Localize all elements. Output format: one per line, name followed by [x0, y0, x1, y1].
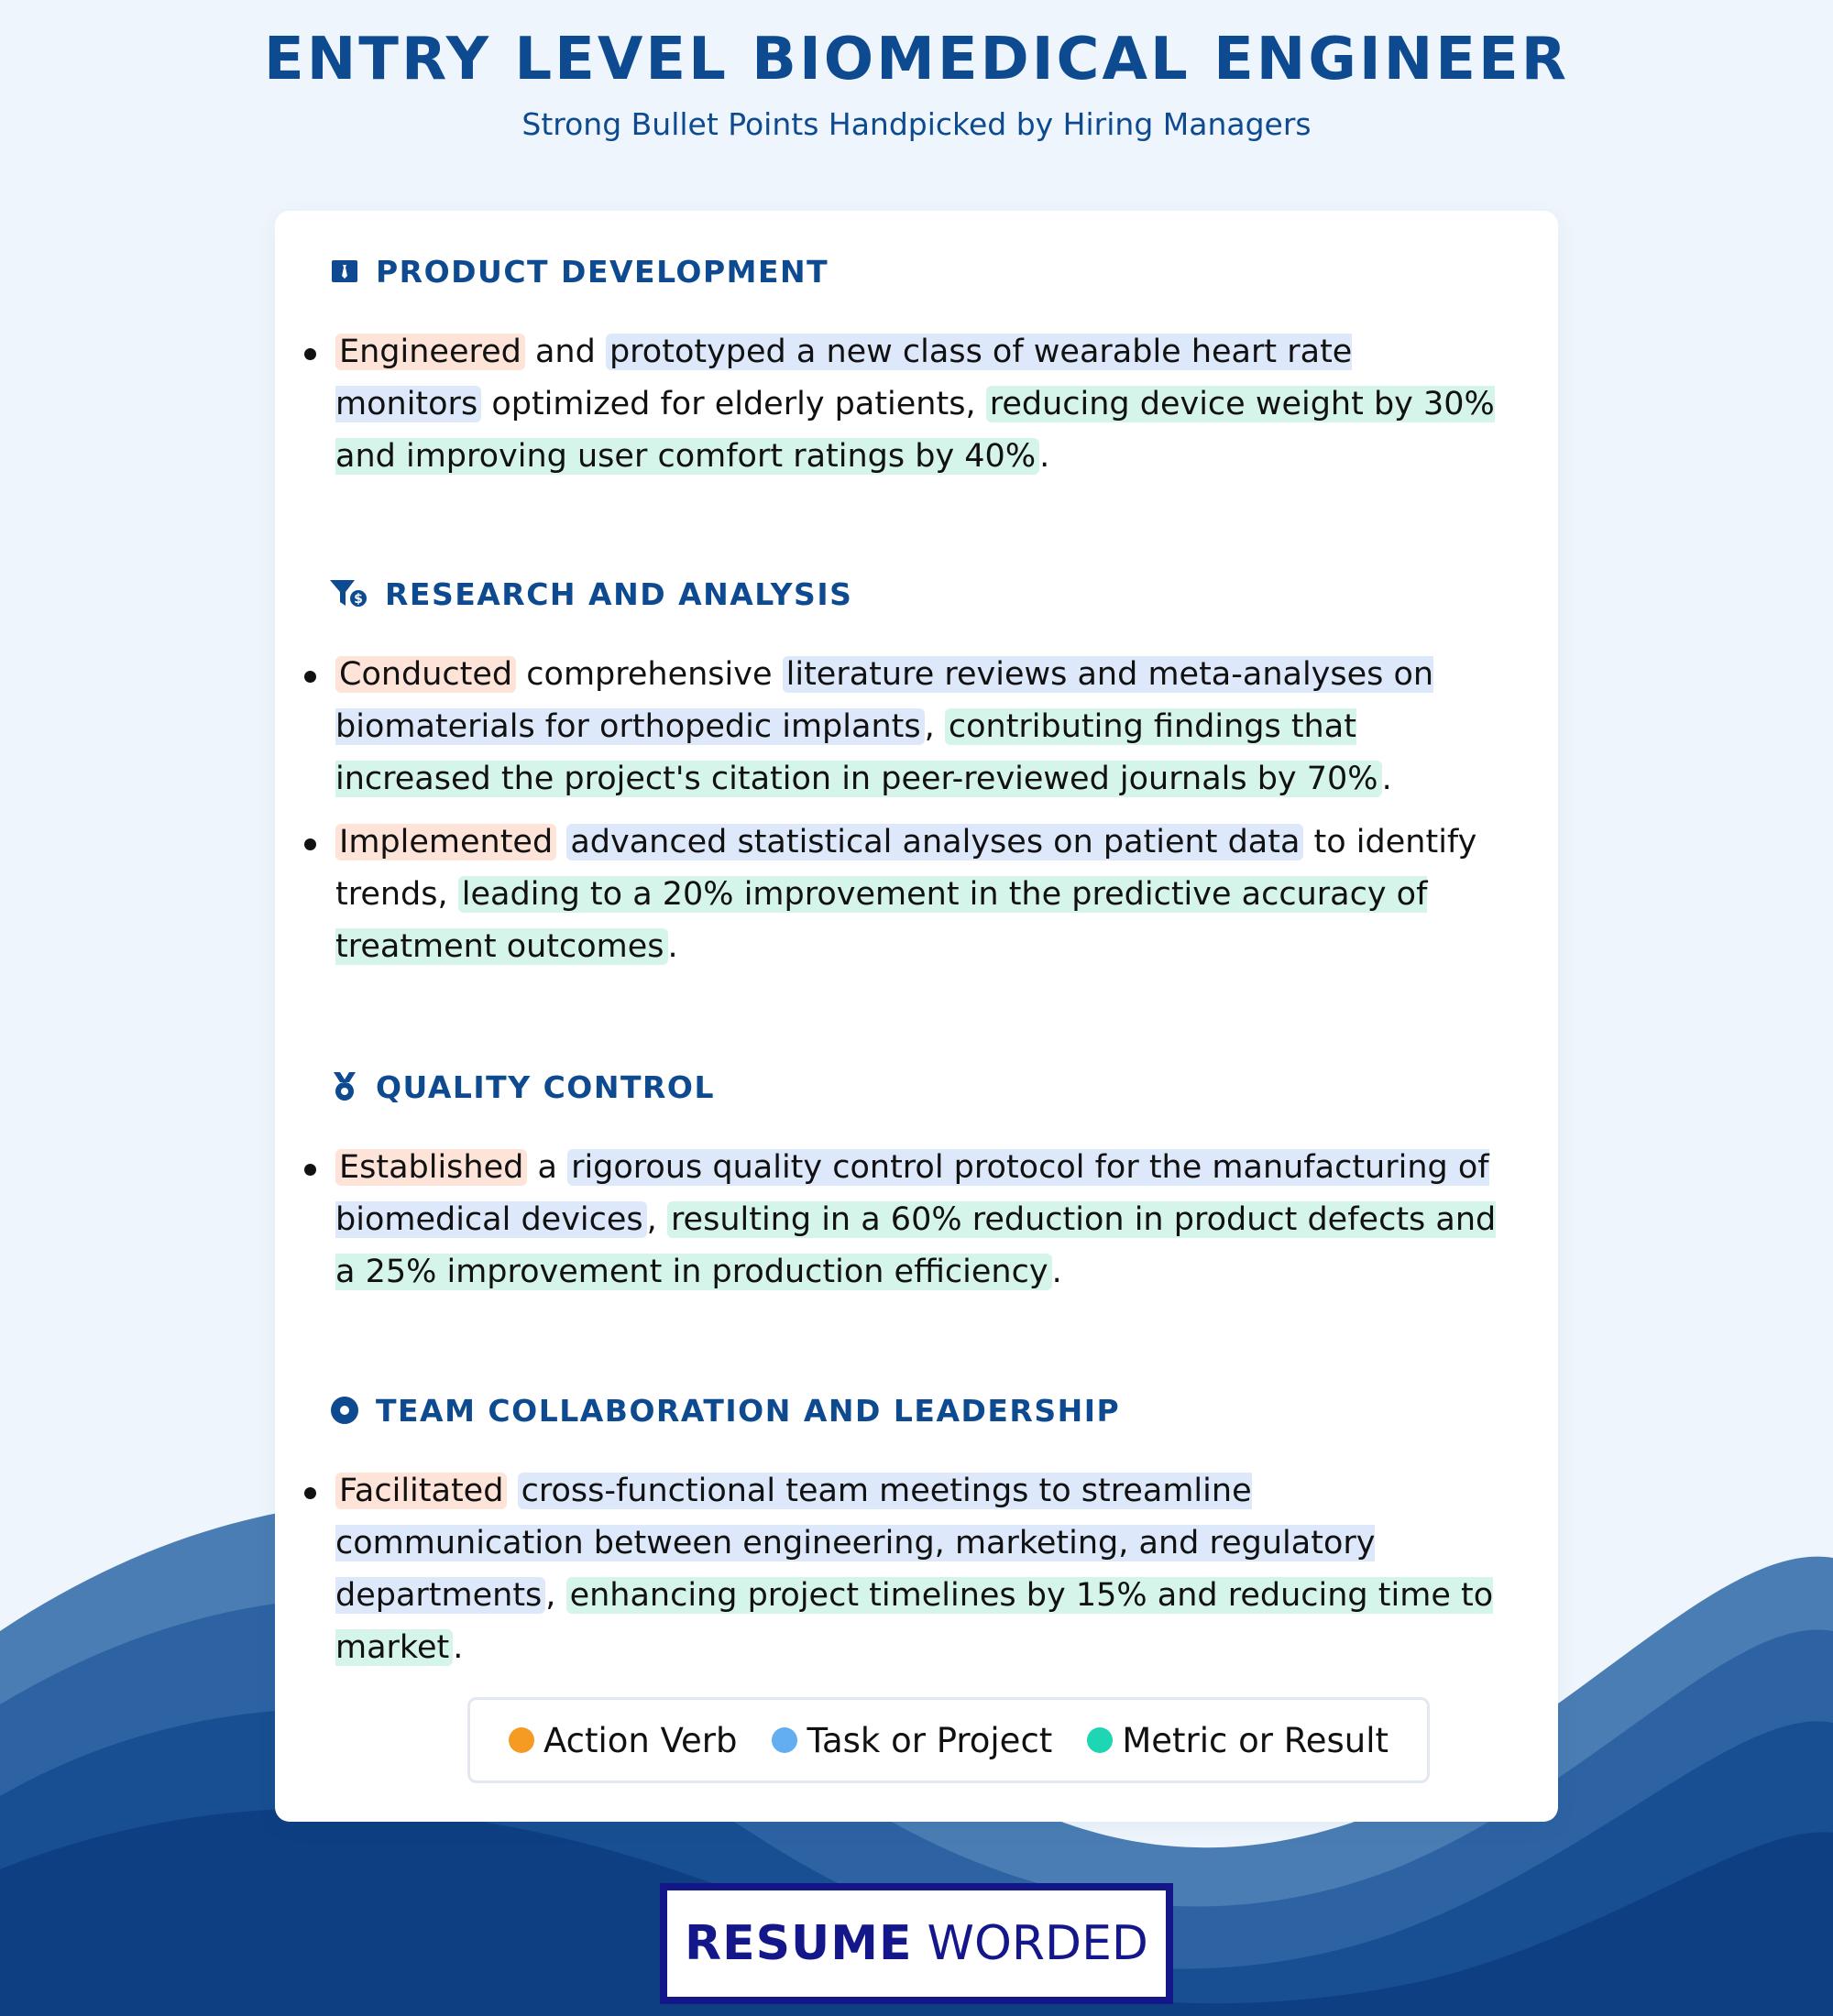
plain-text: . [1039, 438, 1050, 475]
svg-text:$: $ [354, 592, 363, 607]
plain-text: a [527, 1149, 568, 1186]
blue-dot-icon [772, 1727, 797, 1753]
bullet-points-card [275, 211, 1558, 1822]
funnel-dollar-icon [328, 577, 370, 610]
plain-text: , [924, 708, 945, 745]
section-header [328, 1067, 715, 1107]
action-verb: Facilitated [335, 1473, 507, 1509]
page-subtitle: Strong Bullet Points Handpicked by Hiring Managers [521, 106, 1312, 142]
logo-bold-text: RESUME [685, 1916, 913, 1971]
metric-or-result: leading to a 20% improvement in the predictive accuracy of treatment outcomes [335, 876, 1428, 965]
logo-light-text: WORDED [927, 1916, 1148, 1971]
section-title: RESEARCH AND ANALYSIS [385, 575, 853, 612]
section-title: TEAM COLLABORATION AND LEADERSHIP [376, 1392, 1121, 1429]
medal-icon [328, 1070, 361, 1103]
tie-badge-icon [328, 255, 361, 288]
legend-item-action-verb [509, 1721, 738, 1760]
section-header [328, 251, 829, 291]
plain-text: , [545, 1577, 566, 1614]
legend-item-metric-or-result [1087, 1721, 1388, 1760]
metric-or-result: reducing device weight by 30% and improving user comfort ratings by 40% [335, 386, 1495, 475]
target-circle-icon [328, 1394, 361, 1427]
plain-text [556, 824, 566, 860]
bullet-item [275, 326, 1558, 483]
plain-text: . [667, 928, 678, 965]
metric-or-result: resulting in a 60% reduction in product defects and a 25% improvement in production efficiency [335, 1201, 1497, 1290]
task-or-project: advanced statistical analyses on patient data [566, 824, 1303, 860]
bullet-item [275, 816, 1558, 973]
metric-or-result: contributing findings that increased the project's citation in peer-reviewed journals by 70% [335, 708, 1382, 797]
legend-item-task-or-project [772, 1721, 1052, 1760]
legend-label: Action Verb [543, 1720, 738, 1760]
bullet-list [275, 649, 1558, 984]
bullet-item [275, 1465, 1558, 1674]
plain-text: . [453, 1629, 464, 1666]
page-title: ENTRY LEVEL BIOMEDICAL ENGINEER [264, 26, 1569, 93]
plain-text: , [646, 1201, 667, 1238]
task-or-project: rigorous quality control protocol for the manufacturing of biomedical devices [335, 1149, 1489, 1238]
legend-label: Metric or Result [1122, 1720, 1389, 1760]
bullet-item [275, 1142, 1558, 1298]
bullet-list [275, 1465, 1558, 1685]
section-header [328, 1390, 1120, 1430]
action-verb: Implemented [335, 824, 556, 860]
section-header [328, 574, 852, 614]
action-verb: Engineered [335, 334, 525, 370]
task-or-project: cross-functional team meetings to streamline communication between engineering, marketing, and regulatory departments [335, 1473, 1376, 1614]
action-verb: Conducted [335, 656, 516, 693]
plain-text: . [1381, 761, 1392, 797]
plain-text: and [524, 334, 606, 370]
page-header [0, 26, 1833, 142]
task-or-project: prototyped a new class of wearable heart rate monitors [335, 334, 1353, 422]
plain-text: optimized for elderly patients, [481, 386, 986, 422]
section-title: PRODUCT DEVELOPMENT [376, 253, 829, 290]
bullet-list [275, 326, 1558, 494]
plain-text: comprehensive [516, 656, 783, 693]
task-or-project: literature reviews and meta-analyses on biomaterials for orthopedic implants [335, 656, 1434, 745]
plain-text: . [1051, 1254, 1062, 1290]
highlight-legend [467, 1697, 1430, 1783]
resume-worded-logo [660, 1883, 1173, 2004]
orange-dot-icon [509, 1727, 534, 1753]
action-verb: Established [335, 1149, 527, 1186]
bullet-list [275, 1142, 1558, 1309]
legend-label: Task or Project [807, 1720, 1053, 1760]
plain-text: to identify trends, [335, 824, 1477, 913]
metric-or-result: enhancing project timelines by 15% and reducing time to market [335, 1577, 1494, 1666]
section-title: QUALITY CONTROL [376, 1068, 715, 1105]
plain-text [507, 1473, 517, 1509]
bullet-item [275, 649, 1558, 805]
teal-dot-icon [1087, 1727, 1113, 1753]
